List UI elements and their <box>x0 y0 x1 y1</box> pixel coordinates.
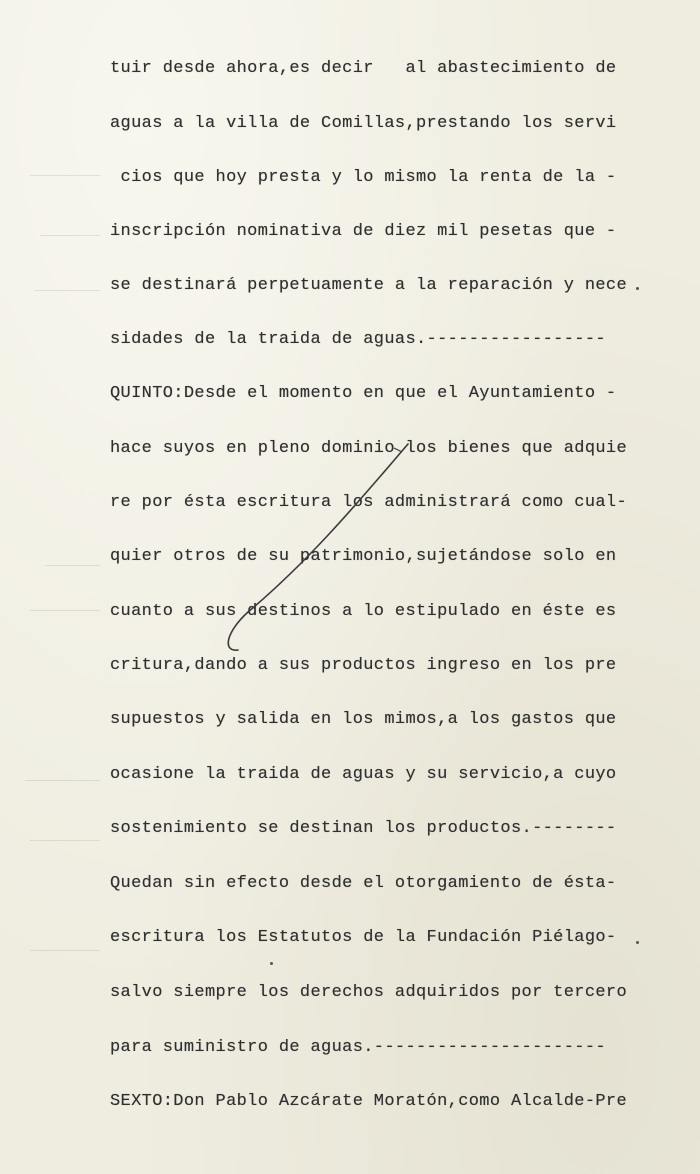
text-line-18: salvo siempre los derechos adquiridos por tercero <box>110 983 628 1002</box>
show-through-mark <box>30 610 100 611</box>
show-through-mark <box>30 950 100 951</box>
ink-speck <box>636 941 639 944</box>
text-line-20: SEXTO:Don Pablo Azcárate Moratón,como Alcalde-Pre <box>110 1092 628 1111</box>
text-line-3: cios que hoy presta y lo mismo la renta de la - <box>110 168 617 187</box>
ink-speck <box>636 287 639 290</box>
ink-speck <box>270 962 273 965</box>
text-line-5: se destinará perpetuamente a la reparación y nece <box>110 276 628 295</box>
show-through-mark <box>30 175 100 176</box>
text-line-8: hace suyos en pleno dominio los bienes que adquie <box>110 439 628 458</box>
show-through-mark <box>35 290 100 291</box>
text-line-2: aguas a la villa de Comillas,prestando los servi <box>110 114 617 133</box>
text-line-11: cuanto a sus destinos a lo estipulado en éste es <box>110 602 617 621</box>
text-line-17: escritura los Estatutos de la Fundación Piélago- <box>110 928 617 947</box>
show-through-mark <box>40 235 100 236</box>
text-line-14: ocasione la traida de aguas y su servicio,a cuyo <box>110 765 617 784</box>
text-line-7: QUINTO:Desde el momento en que el Ayuntamiento - <box>110 384 617 403</box>
text-line-13: supuestos y salida en los mimos,a los gastos que <box>110 710 617 729</box>
text-line-15: sostenimiento se destinan los productos.-------- <box>110 819 617 838</box>
text-line-19: para suministro de aguas.---------------------- <box>110 1038 606 1057</box>
text-line-10: quier otros de su patrimonio,sujetándose solo en <box>110 547 617 566</box>
show-through-mark <box>30 840 100 841</box>
show-through-mark <box>45 565 100 566</box>
text-line-4: inscripción nominativa de diez mil pesetas que - <box>110 222 617 241</box>
text-line-1: tuir desde ahora,es decir al abastecimiento de <box>110 59 617 78</box>
text-line-12: critura,dando a sus productos ingreso en los pre <box>110 656 617 675</box>
show-through-mark <box>25 780 100 781</box>
text-line-16: Quedan sin efecto desde el otorgamiento de ésta- <box>110 874 617 893</box>
text-line-6: sidades de la traida de aguas.----------------- <box>110 330 606 349</box>
text-line-9: re por ésta escritura los administrará como cual- <box>110 493 628 512</box>
